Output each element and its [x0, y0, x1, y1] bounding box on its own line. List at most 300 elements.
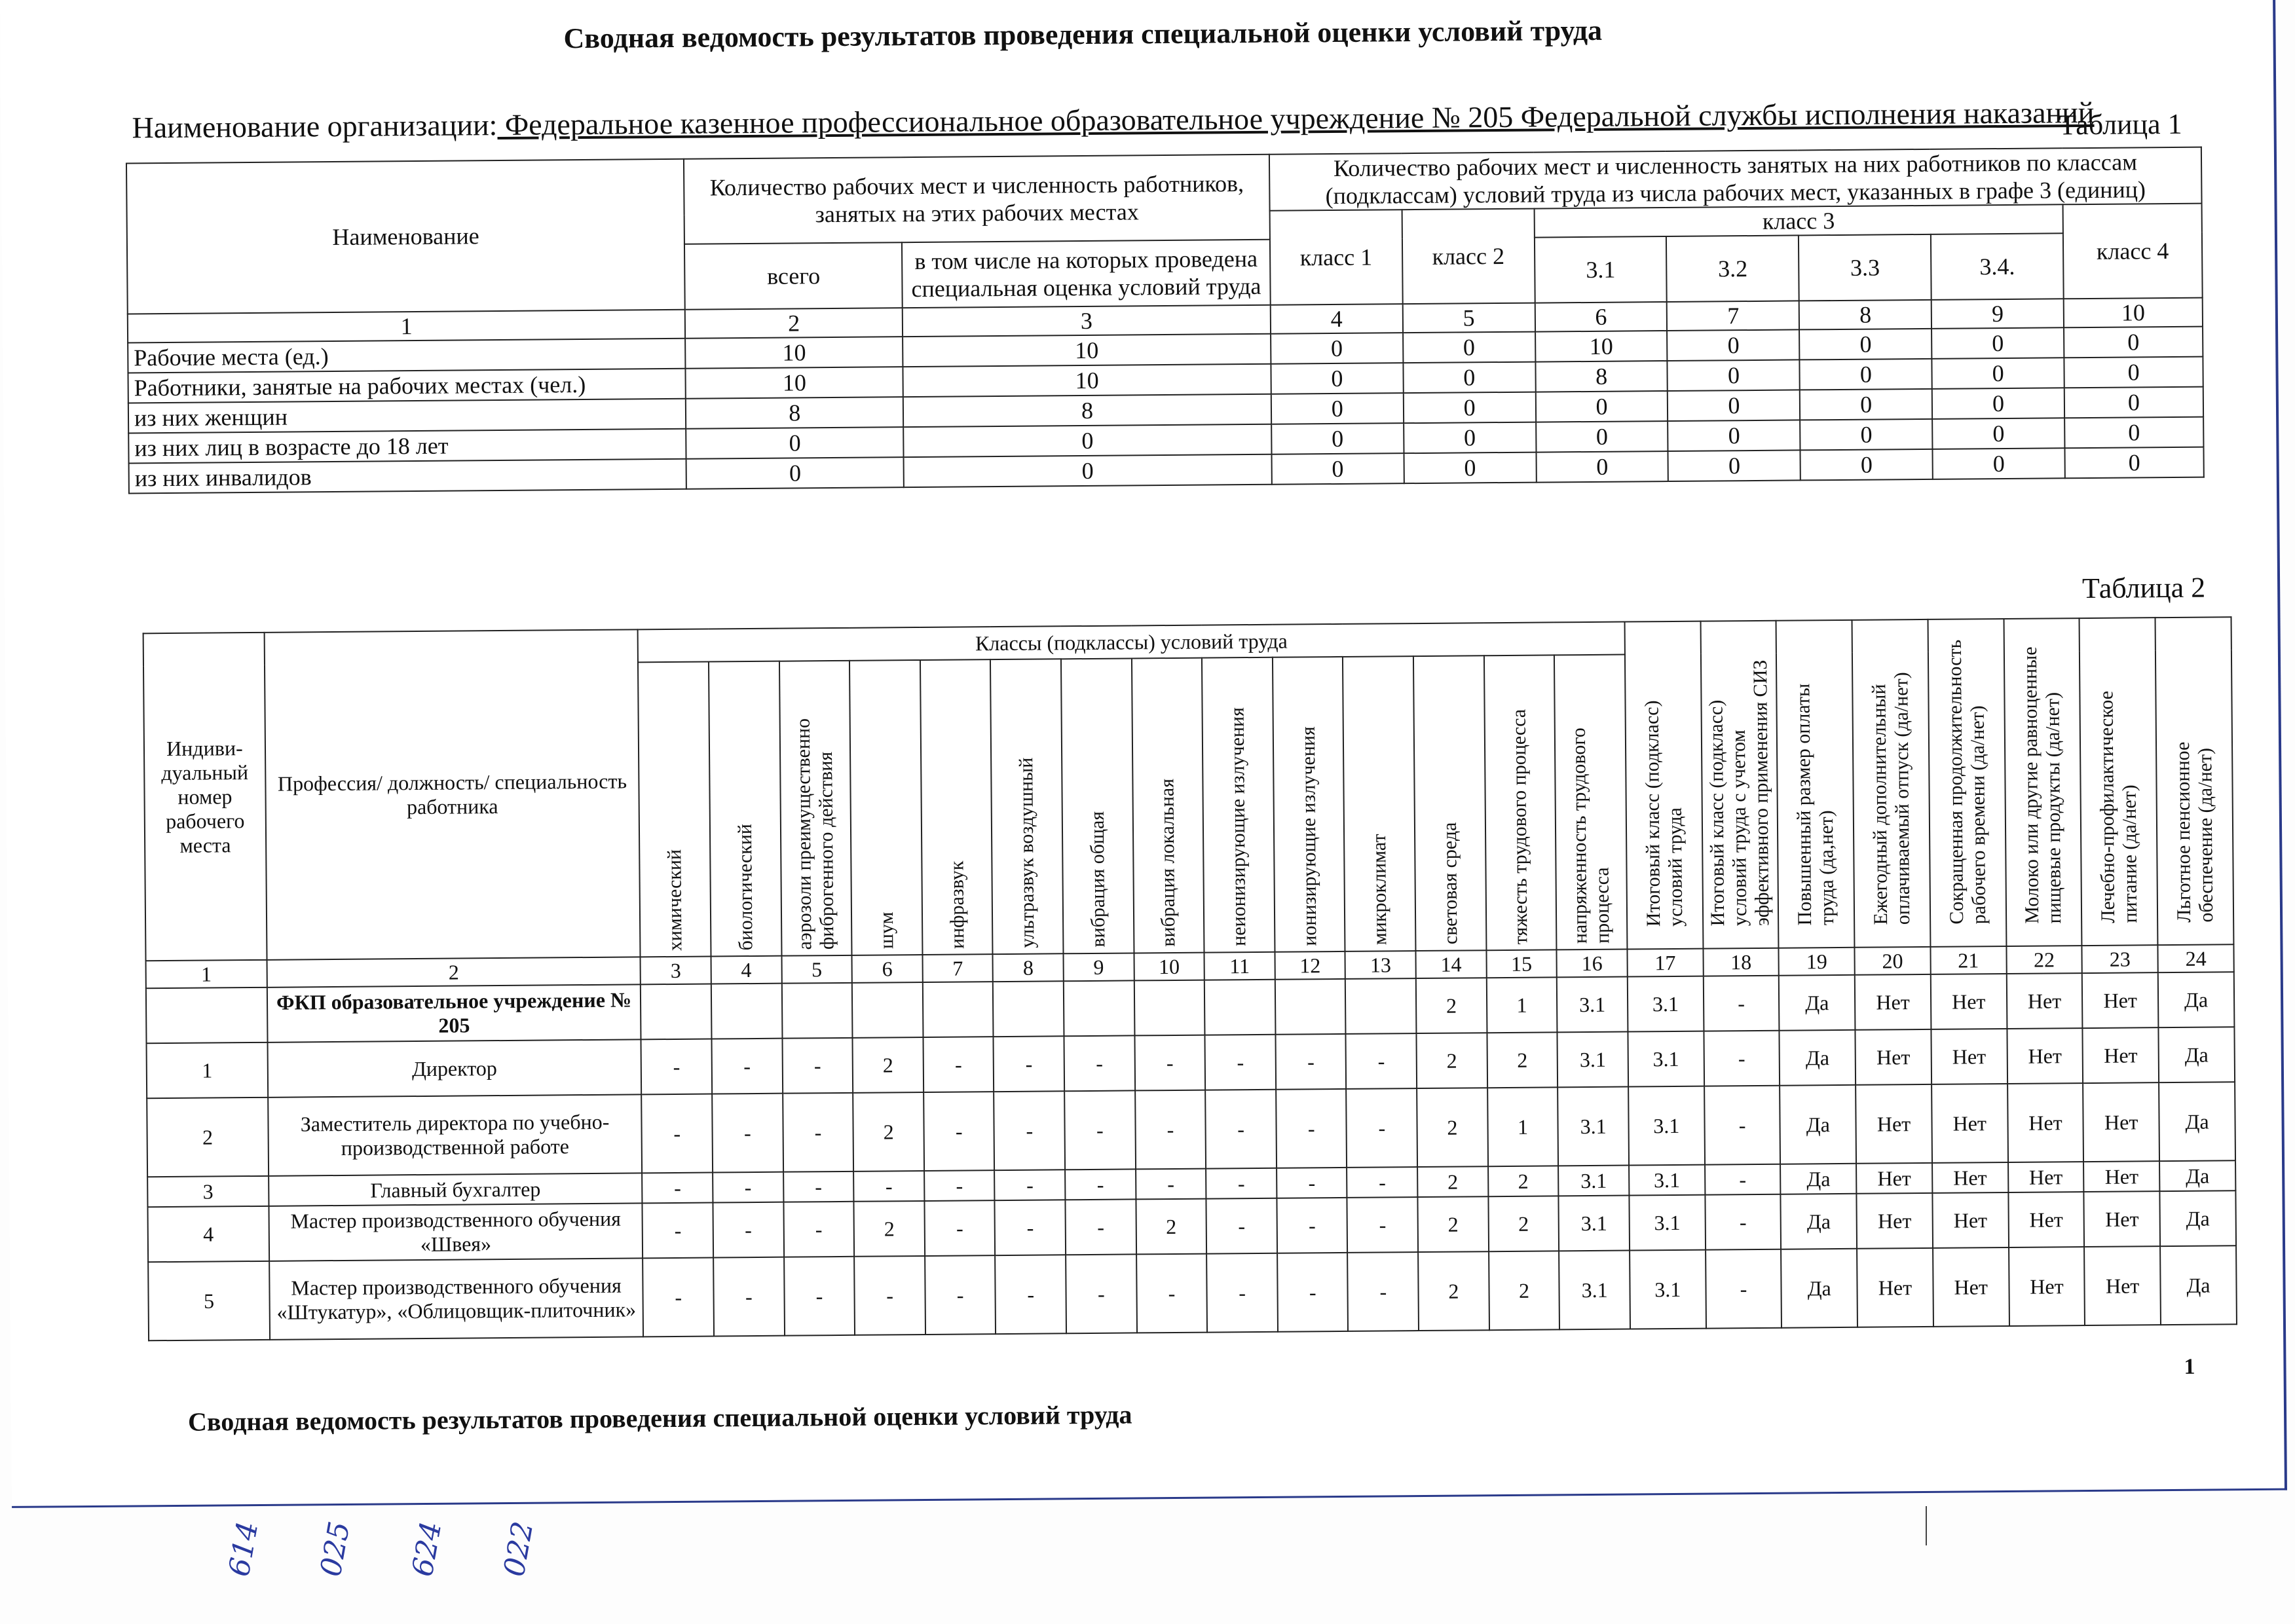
t1-cell: 10: [903, 334, 1271, 367]
t2-cell: Нет: [2007, 1028, 2083, 1084]
t1-cell: 10: [686, 337, 903, 369]
t2-cell: Нет: [2006, 973, 2082, 1029]
t2-cell: -: [853, 1171, 924, 1202]
t2-header-factor: [1343, 656, 1415, 951]
t2-colnum: 3: [641, 957, 711, 985]
t2-cell: 2: [1417, 1196, 1488, 1252]
t2-cell: 2: [1416, 978, 1487, 1033]
t2-colnum: 20: [1855, 947, 1931, 975]
t2-cell: 3.1: [1628, 1086, 1705, 1166]
t2-colnum: 1: [146, 960, 267, 988]
t1-row-label: Рабочие места (ед.): [128, 339, 686, 373]
t2-header-factor: [709, 661, 781, 957]
t2-cell: -: [1065, 1199, 1136, 1255]
t1-cell: 0: [1404, 392, 1536, 424]
organization-line: [132, 93, 2175, 147]
t1-cell: 0: [1271, 363, 1403, 394]
t2-cell: Нет: [2083, 1161, 2159, 1192]
t2-cell: -: [1276, 1089, 1347, 1168]
t2-cell: -: [713, 1172, 783, 1203]
t2-cell: Нет: [2008, 1192, 2084, 1247]
t2-header-classes: Классы (подклассы) условий труда: [638, 622, 1625, 663]
t1-cell: 0: [1271, 393, 1404, 424]
t1-header-classes: Количество рабочих мест и численность занятых на них работников по классам (подклассам) условий труда из числа рабочих мест, указанных в графе 3 (единиц): [1269, 147, 2202, 211]
t1-colnum: 6: [1535, 302, 1667, 332]
t1-cell: 0: [1799, 329, 1931, 360]
t1-row-label: из них женщин: [128, 399, 686, 434]
t2-cell: -: [1206, 1168, 1277, 1199]
t2-header-extra: [2155, 617, 2234, 945]
t2-header-extra-text: Итоговый класс (подкласс) условий труда с учетом эффективного применения СИЗ: [1705, 659, 1774, 927]
t1-cell: 0: [1932, 388, 2064, 419]
t2-cell: 2: [1136, 1199, 1206, 1255]
t2-cell: -: [711, 1039, 782, 1094]
t2-cell: -: [1347, 1197, 1418, 1253]
t1-cell: 8: [903, 394, 1271, 427]
t2-cell: [1345, 978, 1416, 1034]
t2-cell: -: [1064, 1035, 1134, 1091]
t2-cell: [1064, 980, 1134, 1036]
t1-row-label: из них инвалидов: [129, 459, 687, 494]
t2-header-factor-text: микроклимат: [1368, 834, 1391, 946]
t2-cell: Да: [2158, 1027, 2235, 1082]
t1-colnum: 7: [1667, 301, 1799, 331]
t2-cell: 2: [854, 1201, 925, 1257]
t2-row-name: Директор: [267, 1039, 641, 1097]
t2-cell: [1275, 979, 1346, 1035]
t2-row-name: Мастер производственного обучения «Швея»: [269, 1203, 643, 1261]
t2-header-num: Индиви-дуальный номер рабочего места: [143, 633, 267, 961]
t2-cell: -: [641, 1039, 712, 1095]
t2-cell: -: [1205, 1035, 1276, 1090]
margin-note: 614: [222, 1519, 265, 1579]
t2-cell: -: [923, 1037, 994, 1092]
t2-cell: 2: [1487, 1032, 1558, 1088]
t2-cell: -: [1066, 1254, 1137, 1333]
t1-colnum: 9: [1931, 299, 2064, 329]
t2-cell: -: [1134, 1035, 1205, 1091]
t2-cell: -: [1136, 1254, 1208, 1333]
t2-cell: -: [782, 1038, 853, 1094]
t2-colnum: 13: [1345, 951, 1416, 979]
t2-header-profession: Профессия/ должность/ специальность работника: [264, 629, 640, 959]
t2-cell: -: [1065, 1169, 1136, 1200]
t2-colnum: 10: [1134, 953, 1204, 981]
t1-cell: 0: [1932, 358, 2064, 389]
t2-cell: 3.1: [1559, 1196, 1630, 1251]
t2-header-extra: [1700, 621, 1779, 949]
t2-cell: Нет: [1931, 1029, 2007, 1084]
t2-header-extra: [2004, 618, 2082, 946]
t2-header-factor-text: химический: [663, 849, 686, 951]
t2-cell: -: [1704, 1031, 1780, 1086]
t2-header-factor-text: тяжесть трудового процесса: [1508, 709, 1532, 944]
t2-cell: Нет: [2007, 1083, 2084, 1162]
t2-cell: -: [712, 1094, 783, 1173]
t2-colnum: 19: [1779, 948, 1855, 976]
t2-cell: -: [1275, 1034, 1346, 1090]
t1-cell: 0: [2064, 357, 2203, 388]
t2-cell: Нет: [2084, 1191, 2160, 1247]
t1-cell: 0: [1668, 420, 1801, 451]
t1-colnum: 4: [1271, 304, 1403, 334]
t2-cell: -: [784, 1257, 855, 1336]
table2-label: Таблица 2: [2081, 571, 2206, 605]
t2-header-factor-text: вибрация локальная: [1156, 779, 1180, 948]
margin-note: 025: [314, 1519, 357, 1579]
t1-header-class4: класс 4: [2063, 204, 2203, 299]
t2-cell: -: [1705, 1194, 1781, 1250]
t2-header-factor: [1554, 655, 1627, 950]
t1-body: [128, 327, 2204, 494]
t2-cell: -: [1277, 1168, 1347, 1198]
t1-header-class3: класс 3: [1534, 204, 2063, 237]
t2-cell: 2: [1417, 1088, 1488, 1167]
t2-colnum: 5: [781, 955, 852, 984]
t2-cell: 3.1: [1628, 976, 1704, 1032]
t2-colnum: 15: [1486, 950, 1557, 978]
t1-cell: 0: [1271, 453, 1404, 485]
t2-header-factor: [1413, 655, 1486, 951]
t1-cell: 0: [1536, 421, 1668, 452]
t2-cell: -: [994, 1036, 1064, 1092]
t1-cell: 0: [1668, 360, 1800, 391]
t1-colnum: 5: [1402, 303, 1535, 333]
t2-cell: -: [994, 1170, 1065, 1200]
document-title: Сводная ведомость результатов проведения специальной оценки условий труда: [563, 14, 1603, 55]
t2-cell: 3.1: [1628, 1031, 1704, 1087]
t2-header-extra: [2080, 618, 2158, 946]
t2-cell: -: [783, 1172, 854, 1202]
t2-header-factor: [1273, 657, 1345, 952]
workplace-table: [143, 616, 2237, 1341]
t2-cell: -: [925, 1255, 996, 1335]
t2-header-factor: [1061, 658, 1134, 953]
t2-colnum: 21: [1930, 946, 2006, 974]
footer-title: Сводная ведомость результатов проведения специальной оценки условий труда: [187, 1399, 1132, 1437]
t2-cell: Да: [1780, 1085, 1856, 1164]
t1-header-assessed: в том числе на которых проведена специальная оценка условий труда: [902, 240, 1270, 308]
t2-cell: -: [1206, 1253, 1278, 1333]
t2-cell: 3.1: [1558, 1032, 1628, 1088]
t1-header-count: Количество рабочих мест и численность работников, занятых на этих рабочих местах: [684, 155, 1269, 244]
t1-cell: 0: [1801, 449, 1933, 481]
t2-colnum: 24: [2157, 944, 2233, 972]
t2-cell: -: [1704, 1086, 1781, 1165]
t2-header-factor: [990, 659, 1063, 954]
t2-cell: Нет: [2008, 1162, 2084, 1192]
t2-cell: Да: [1780, 1164, 1856, 1194]
t2-cell: Нет: [2083, 1027, 2159, 1083]
t1-cell: 0: [1536, 451, 1668, 483]
t2-cell: Нет: [1931, 974, 2007, 1029]
t2-header-factor: [1484, 655, 1557, 950]
t2-header-extra: [1776, 620, 1855, 948]
t2-colnum: 11: [1204, 952, 1275, 980]
t1-cell: 0: [1800, 419, 1932, 451]
t2-cell: -: [1064, 1090, 1136, 1170]
t2-cell: 2: [1489, 1251, 1560, 1330]
t2-header-extra: [1624, 621, 1703, 950]
t2-header-extra-text: Повышенный размер оплаты труда (да,нет): [1792, 683, 1838, 926]
t2-header-factor: [638, 662, 711, 957]
t2-cell: [993, 981, 1064, 1037]
t2-cell: Нет: [1931, 1084, 2008, 1163]
t2-cell: 2: [853, 1092, 924, 1172]
t2-cell: -: [713, 1202, 783, 1258]
t2-cell: 3.1: [1558, 1166, 1629, 1196]
t2-cell: 2: [1417, 1033, 1487, 1088]
t2-cell: Нет: [1932, 1192, 2008, 1248]
t1-cell: 0: [1668, 329, 1800, 361]
t2-cell: Нет: [1857, 1248, 1933, 1327]
t2-cell: -: [995, 1200, 1066, 1255]
t1-cell: 0: [1535, 391, 1668, 422]
t2-colnum: 14: [1416, 950, 1487, 978]
t2-cell: -: [854, 1256, 925, 1335]
table1-label: Таблица 1: [2059, 107, 2182, 141]
t1-colnum: 8: [1799, 300, 1931, 330]
t2-cell: Да: [2159, 1190, 2236, 1246]
t2-colnum: 4: [711, 956, 781, 984]
t1-cell: 0: [686, 427, 904, 459]
t2-cell: -: [1136, 1169, 1206, 1200]
t2-header-factor: [1132, 658, 1204, 953]
t2-cell: -: [643, 1258, 714, 1337]
t2-body: [146, 972, 2237, 1340]
margin-notes: [216, 1519, 557, 1611]
t2-cell: -: [1277, 1253, 1349, 1332]
t2-cell: -: [1205, 1090, 1277, 1169]
t2-cell: Да: [1781, 1249, 1857, 1328]
t2-cell: -: [1135, 1090, 1206, 1170]
margin-rule: [1926, 1506, 1927, 1545]
t1-cell: 0: [2064, 327, 2203, 358]
t1-cell: 0: [1668, 450, 1801, 481]
t2-colnum: 16: [1557, 950, 1628, 978]
t2-cell: -: [783, 1202, 854, 1257]
t2-header-factor-text: световая среда: [1438, 822, 1462, 945]
t2-cell: 3.1: [1629, 1195, 1705, 1251]
t2-cell: 3.1: [1629, 1165, 1705, 1196]
t1-colnum: 3: [903, 305, 1271, 337]
t2-cell: -: [1277, 1198, 1347, 1253]
t2-cell: -: [1348, 1252, 1419, 1331]
t2-cell: Нет: [1933, 1247, 2009, 1327]
t2-cell: -: [994, 1091, 1066, 1170]
t1-header-name: Наименование: [126, 159, 685, 314]
t2-colnum: 17: [1627, 949, 1703, 977]
t1-cell: 0: [1668, 390, 1800, 421]
t2-cell: Да: [2160, 1246, 2237, 1325]
t2-cell: Нет: [1856, 1193, 1932, 1249]
page-number: 1: [2184, 1354, 2195, 1379]
t1-header-34: 3.4.: [1931, 233, 2064, 300]
t2-cell: Нет: [1856, 1084, 1932, 1164]
t2-cell: Нет: [1856, 1029, 1931, 1085]
t1-row-label: из них лиц в возрасте до 18 лет: [128, 429, 686, 464]
t1-header-total: всего: [684, 242, 903, 310]
t2-cell: Да: [2159, 1160, 2235, 1191]
t2-header-factor: [779, 661, 852, 956]
t2-cell: 2: [1488, 1196, 1559, 1251]
t2-row-num: 4: [147, 1206, 269, 1262]
t2-header-extra: [1852, 619, 1931, 948]
t1-header-33: 3.3: [1799, 234, 1931, 301]
t2-cell: [852, 982, 923, 1038]
t1-colnum: 1: [128, 310, 686, 343]
t2-cell: Да: [1781, 1194, 1857, 1249]
t2-cell: -: [1706, 1249, 1782, 1329]
t2-cell: -: [713, 1257, 785, 1337]
t1-header-class1: класс 1: [1269, 210, 1402, 305]
t2-cell: Нет: [2082, 972, 2158, 1028]
t2-cell: 3.1: [1557, 977, 1628, 1033]
t1-cell: 0: [1933, 448, 2065, 479]
t2-header-extra-text: Итоговый класс (подкласс) условий труда: [1641, 700, 1687, 927]
t2-cell: 3.1: [1630, 1250, 1706, 1329]
t2-cell: Нет: [1856, 1163, 1932, 1194]
t2-cell: [641, 984, 711, 1040]
t2-header-factor-text: напряженность трудового процесса: [1567, 728, 1614, 944]
t2-cell: -: [996, 1255, 1067, 1334]
margin-note: 624: [405, 1519, 449, 1579]
org-label: Наименование организации:: [132, 108, 498, 145]
t2-cell: -: [1347, 1167, 1418, 1198]
t2-header-extra-text: Сокращенная продолжительность рабочего времени (да/нет): [1943, 639, 1990, 925]
t2-row-name: Заместитель директора по учебно-производственной работе: [268, 1094, 643, 1175]
t2-cell: Нет: [2083, 1082, 2159, 1162]
t1-cell: 10: [686, 367, 903, 399]
t2-colnum: 22: [2006, 946, 2082, 974]
t2-cell: Да: [1779, 975, 1855, 1031]
t2-cell: -: [1347, 1088, 1418, 1168]
t2-row-name: Главный бухгалтер: [269, 1173, 643, 1206]
t2-cell: 2: [1488, 1166, 1559, 1196]
t1-cell: 0: [1403, 332, 1535, 363]
margin-note: 022: [497, 1519, 540, 1579]
t2-cell: 2: [853, 1037, 924, 1093]
t2-cell: -: [924, 1200, 995, 1256]
t1-cell: 0: [1404, 452, 1536, 484]
t1-cell: 0: [1932, 418, 2064, 449]
t1-cell: 0: [1800, 389, 1932, 420]
t1-cell: 0: [2065, 447, 2204, 479]
t1-cell: 8: [1535, 361, 1668, 392]
t2-cell: 3.1: [1559, 1251, 1630, 1330]
t2-header-factor-text: инфразвук: [945, 860, 969, 949]
t2-cell: Да: [1780, 1030, 1856, 1086]
t2-colnum: 7: [922, 954, 993, 982]
org-name: Федеральное казенное профессиональное образовательное учреждение № 205 Федеральной службы исполнения наказаний: [497, 95, 2095, 142]
t2-cell: -: [783, 1093, 854, 1172]
t2-header-extra-text: Лечебно-профилактическое питание (да/нет): [2095, 690, 2142, 923]
t1-cell: 10: [1535, 331, 1668, 362]
t1-colnum: 2: [685, 308, 903, 339]
t2-header-factor-text: аэрозоли преимущественно фиброгенного действия: [793, 718, 838, 950]
t2-cell: Нет: [1932, 1162, 2008, 1193]
t1-cell: 10: [903, 364, 1271, 397]
t2-header-extra-text: Льготное пенсионное обеспечение (да/нет): [2172, 741, 2218, 923]
t2-row: [148, 1246, 2237, 1340]
t2-colnum: 9: [1064, 953, 1134, 981]
t2-cell: Нет: [2084, 1246, 2161, 1325]
summary-table: [126, 147, 2205, 494]
t2-row-num: [146, 987, 267, 1043]
t2-cell: Да: [2159, 1082, 2235, 1161]
t2-cell: -: [924, 1170, 995, 1201]
t2-cell: 2: [1417, 1166, 1488, 1197]
t2-header-factor-text: биологический: [734, 823, 757, 951]
t2-header-extra: [1928, 619, 2006, 947]
t2-colnum: 8: [993, 953, 1064, 982]
t1-row-label: Работники, занятые на рабочих местах (чел.): [128, 369, 686, 403]
t1-cell: 0: [1800, 359, 1932, 390]
t2-header-extra-text: Молоко или другие равноценные пищевые продукты (да/нет): [2019, 646, 2066, 924]
t1-cell: 0: [2064, 417, 2203, 449]
t2-cell: Да: [2158, 972, 2235, 1027]
t1-cell: 0: [2064, 387, 2203, 418]
t2-header-factor-text: неионизирующие излучения: [1226, 707, 1250, 947]
t2-cell: -: [643, 1203, 713, 1259]
t2-cell: 3.1: [1558, 1087, 1629, 1166]
t2-colnum: 18: [1703, 948, 1779, 976]
t2-cell: [1134, 980, 1204, 1036]
t2-cell: [781, 983, 852, 1039]
t1-cell: 0: [686, 457, 904, 489]
t1-cell: 0: [904, 454, 1272, 487]
t2-header-extra-text: Ежегодный дополнительный оплачиваемый отпуск (да/нет): [1868, 672, 1914, 925]
t2-header-factor-text: ультразвук воздушный: [1015, 757, 1039, 948]
t2-header-factor: [920, 659, 993, 955]
t2-colnum: 6: [852, 955, 923, 983]
t1-header-class2: класс 2: [1402, 209, 1535, 304]
t1-cell: 0: [1271, 423, 1404, 454]
t2-cell: -: [642, 1173, 713, 1204]
t2-cell: [923, 982, 994, 1037]
t2-cell: -: [642, 1094, 713, 1173]
t2-row-num: 2: [147, 1098, 269, 1177]
t2-row-num: 3: [147, 1176, 269, 1207]
t2-cell: -: [1206, 1198, 1277, 1254]
t2-row-num: 5: [148, 1261, 270, 1340]
t2-cell: -: [1705, 1164, 1781, 1195]
t2-header-factor-text: ионизирующие излучения: [1297, 726, 1321, 946]
t2-colnum: 12: [1275, 951, 1345, 980]
t2-cell: 1: [1486, 977, 1557, 1033]
t2-cell: 1: [1487, 1087, 1559, 1166]
t1-cell: 0: [1931, 327, 2064, 359]
t2-cell: Нет: [1855, 974, 1931, 1030]
t1-cell: 0: [1403, 362, 1535, 394]
t2-cell: [711, 984, 782, 1039]
t2-colnum: 23: [2082, 945, 2158, 973]
t1-cell: 0: [903, 424, 1271, 457]
t2-colnum: 2: [267, 957, 641, 987]
t1-header-32: 3.2: [1666, 235, 1799, 302]
t2-header-factor-text: шум: [875, 912, 898, 950]
t2-cell: -: [1346, 1033, 1417, 1089]
t2-row-name: Мастер производственного обучения «Штукатур», «Облицовщик-плиточник»: [269, 1258, 644, 1339]
t1-cell: 8: [686, 397, 903, 429]
t2-header-factor-text: вибрация общая: [1086, 811, 1110, 948]
t1-colnum: 10: [2064, 298, 2203, 328]
t2-cell: 2: [1418, 1251, 1489, 1331]
t1-header-31: 3.1: [1535, 236, 1668, 303]
t1-cell: 0: [1271, 333, 1403, 364]
t2-cell: Нет: [2009, 1247, 2085, 1326]
t2-cell: -: [924, 1092, 995, 1171]
